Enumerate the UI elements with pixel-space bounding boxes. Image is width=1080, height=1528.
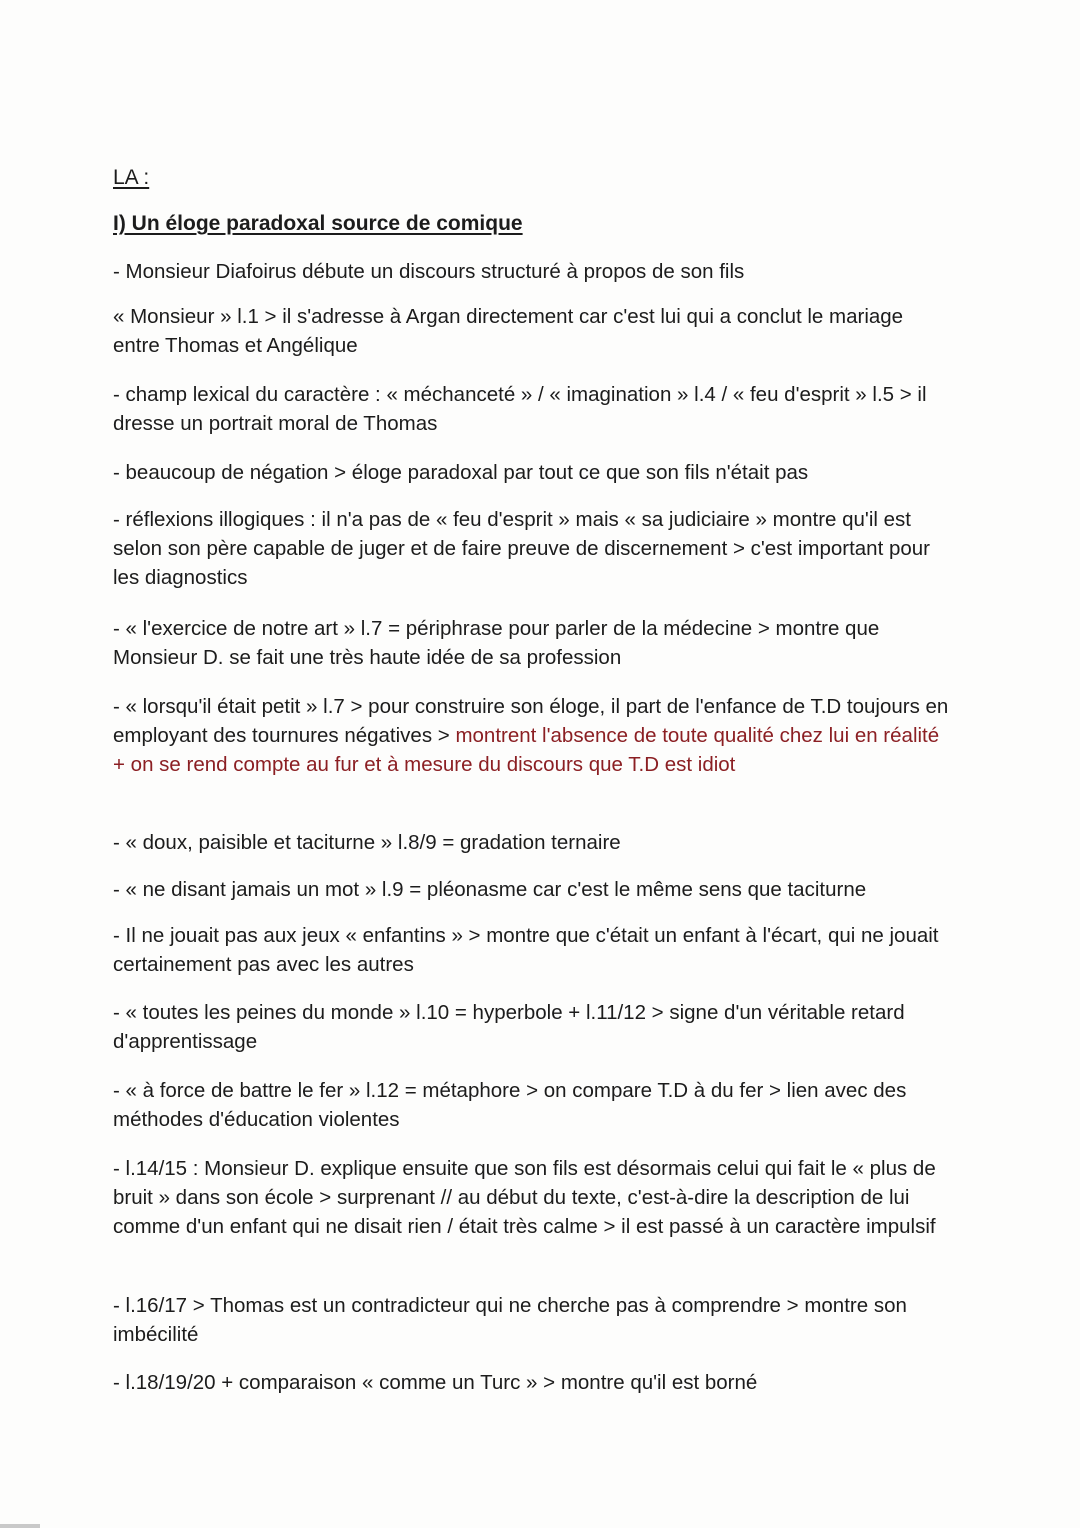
section-title: I) Un éloge paradoxal source de comique: [113, 212, 523, 235]
paragraph: - l.18/19/20 + comparaison « comme un Turc » > montre qu'il est borné: [113, 1371, 758, 1394]
scan-edge-mark: [0, 1524, 40, 1528]
page-heading: LA :: [113, 166, 150, 189]
paragraph: - « à force de battre le fer » l.12 = métaphore > on compare T.D à du fer > lien avec des méthodes d'éducation violentes: [113, 1079, 907, 1131]
paragraph: - « l'exercice de notre art » l.7 = périphrase pour parler de la médecine > montre que Monsieur D. se fait une très haute idée de sa profession: [113, 617, 880, 669]
paragraph: - champ lexical du caractère : « méchanceté » / « imagination » l.4 / « feu d'esprit » l.5 > il dresse un portrait moral de Thomas: [113, 383, 927, 435]
paragraph: - Il ne jouait pas aux jeux « enfantins » > montre que c'était un enfant à l'écart, qui ne jouait certainement pas avec les autres: [113, 924, 939, 976]
highlighted-text: montrent l'absence de toute qualité chez lui en réalité + on se rend compte au fur et à mesure du discours que T.D est idiot: [113, 724, 940, 776]
paragraph: « Monsieur » l.1 > il s'adresse à Argan directement car c'est lui qui a conclut le mariage entre Thomas et Angélique: [113, 305, 904, 357]
paragraph-highlighted: [113, 692, 953, 779]
paragraph: - réflexions illogiques : il n'a pas de « feu d'esprit » mais « sa judiciaire » montre qu'il est selon son père capable de juger et de faire preuve de discernement > c'est important pour les diagnostics: [113, 508, 931, 589]
paragraph: - « doux, paisible et taciturne » l.8/9 = gradation ternaire: [113, 831, 621, 854]
paragraph: - Monsieur Diafoirus débute un discours structuré à propos de son fils: [113, 260, 745, 283]
paragraph: - beaucoup de négation > éloge paradoxal par tout ce que son fils n'était pas: [113, 461, 809, 484]
paragraph: - « ne disant jamais un mot » l.9 = pléonasme car c'est le même sens que taciturne: [113, 878, 867, 901]
paragraph: - l.14/15 : Monsieur D. explique ensuite que son fils est désormais celui qui fait le « plus de bruit » dans son école > surprenant // au début du texte, c'est-à-dire la description de lui comme d'un enfant qui ne disait rien / était très calme > il est passé à un caractère impulsif: [113, 1157, 936, 1238]
paragraph: - l.16/17 > Thomas est un contradicteur qui ne cherche pas à comprendre > montre son imbécilité: [113, 1294, 907, 1346]
paragraph: - « toutes les peines du monde » l.10 = hyperbole + l.11/12 > signe d'un véritable retard d'apprentissage: [113, 1001, 905, 1053]
paragraph-text: - « lorsqu'il était petit » l.7 > pour construire son éloge, il part de l'enfance de T.D toujours en employant des tournures négatives >: [113, 695, 949, 747]
